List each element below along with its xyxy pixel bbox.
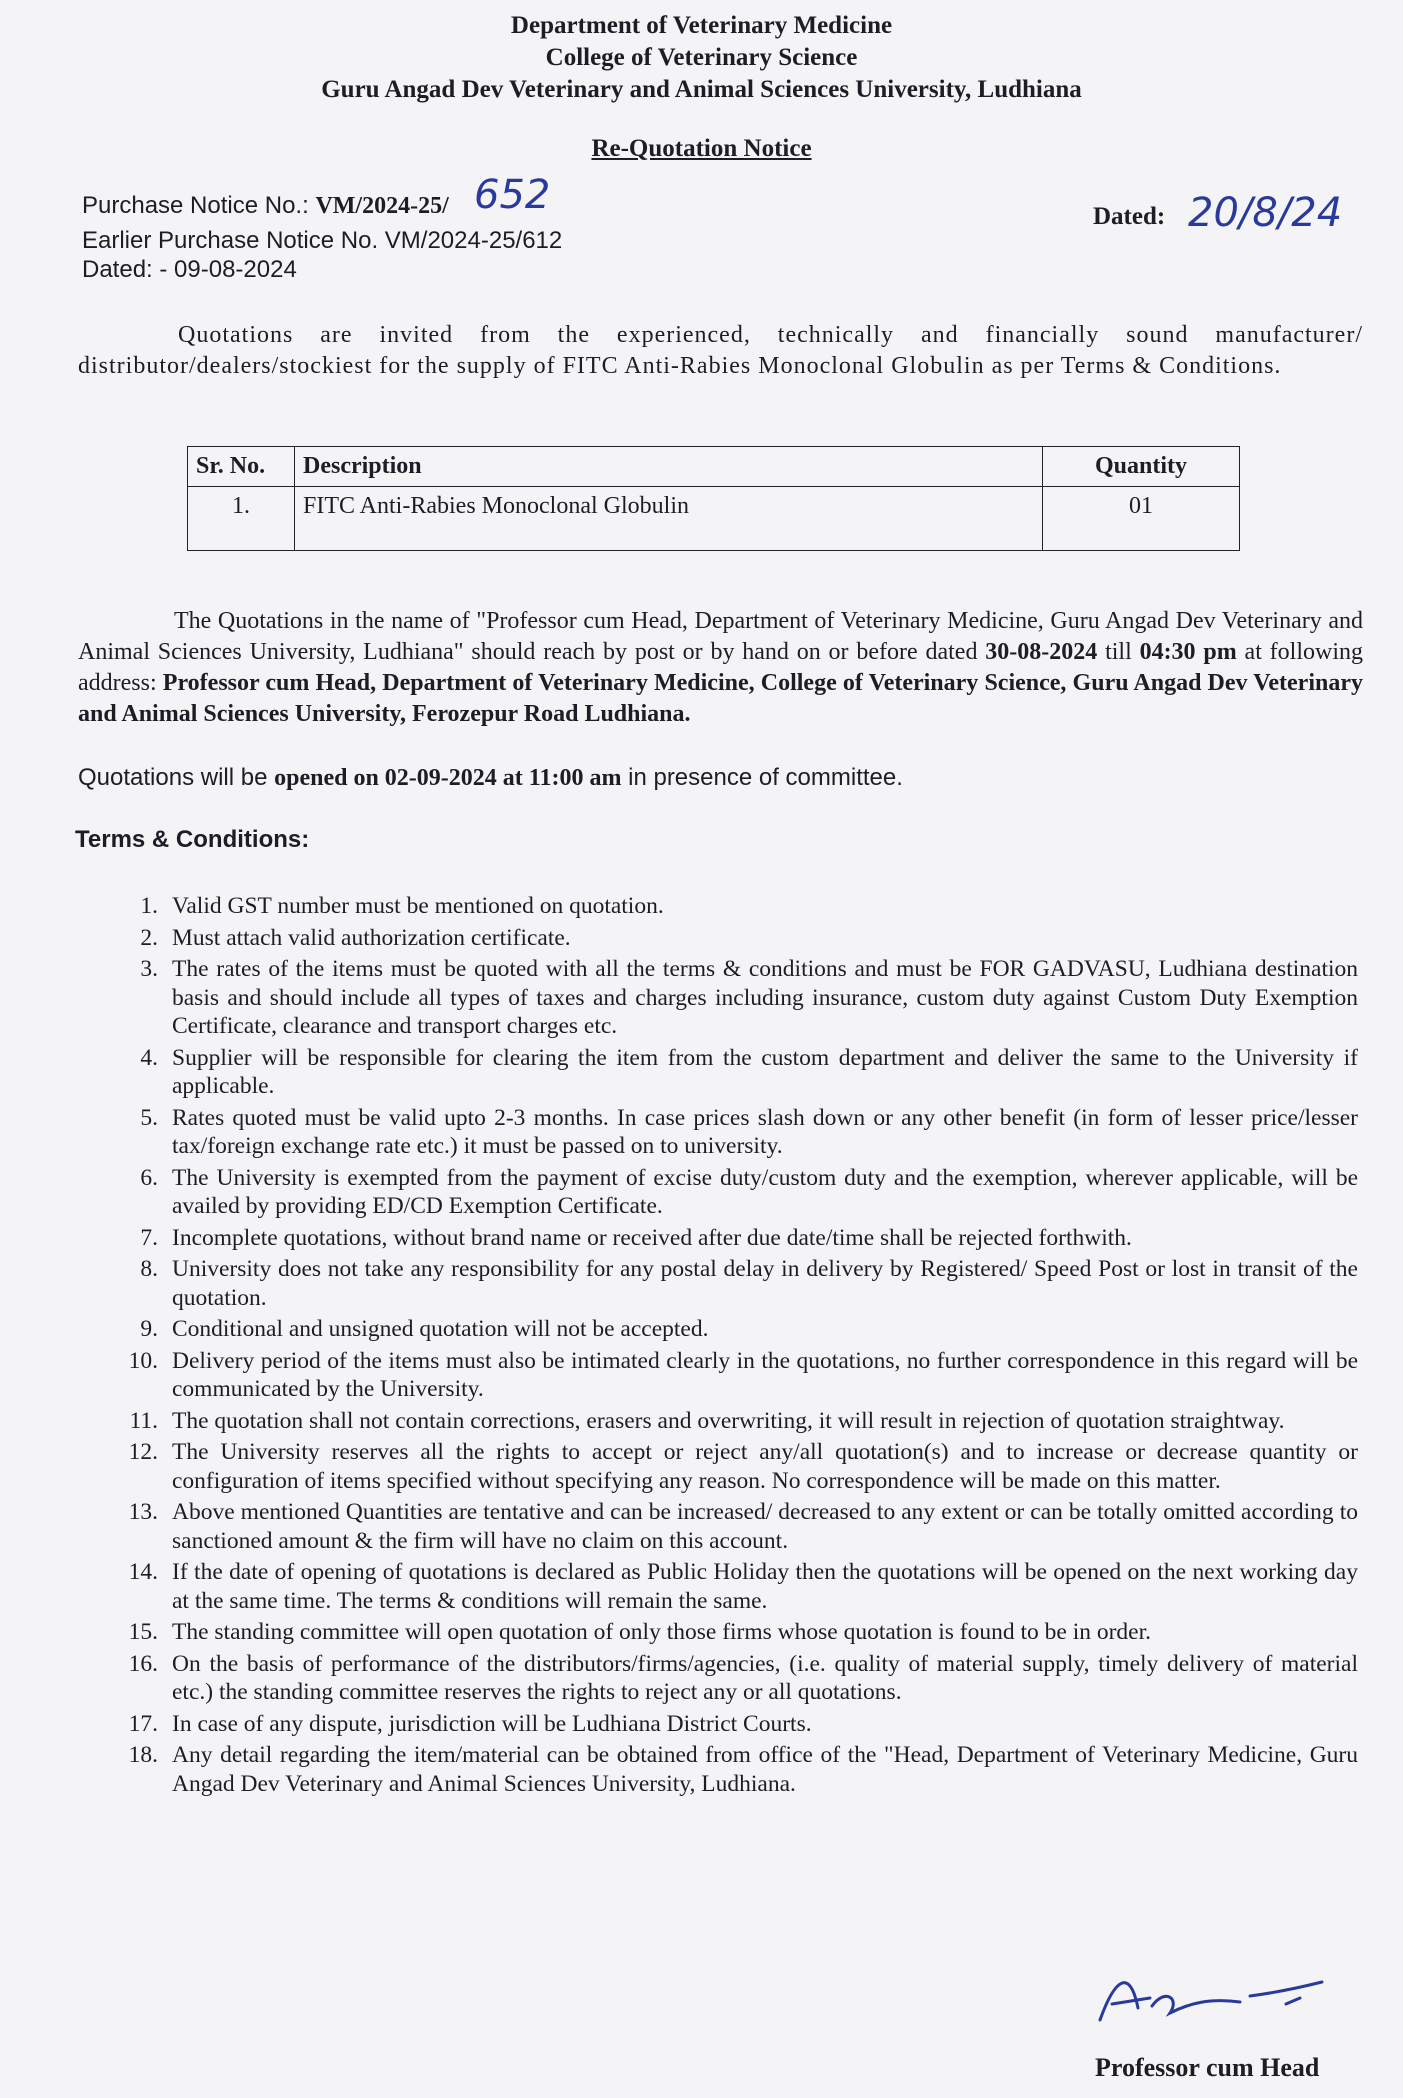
opening-datetime: opened on 02-09-2024 at 11:00 am xyxy=(274,765,622,791)
term-number: 4. xyxy=(140,1044,158,1071)
term-number: 5. xyxy=(140,1104,158,1131)
term-text: The quotation shall not contain corrections, erasers and overwriting, it will result in rejection of quotation straightway. xyxy=(172,1407,1285,1434)
term-text: If the date of opening of quotations is declared as Public Holiday then the quotations will be opened on the next working day at the same time. The terms & conditions will remain the same. xyxy=(172,1559,1358,1614)
term-text: Incomplete quotations, without brand name or received after due date/time shall be rejected forthwith. xyxy=(172,1224,1132,1251)
list-item xyxy=(108,1315,1358,1344)
opening-text-1: Quotations will be xyxy=(78,764,275,791)
opening-paragraph xyxy=(78,762,1363,794)
term-number: 18. xyxy=(128,1742,158,1768)
term-number: 11. xyxy=(129,1407,158,1434)
notice-title: Re-Quotation Notice xyxy=(591,135,812,162)
purchase-notice-label: Purchase Notice No.: xyxy=(82,192,316,219)
term-text: The standing committee will open quotation of only those firms whose quotation is found to be in order. xyxy=(172,1619,1152,1645)
earlier-notice-date: Dated: - 09-08-2024 xyxy=(82,256,297,283)
list-item xyxy=(108,1498,1358,1555)
handwritten-date: 20/8/24 xyxy=(1188,190,1343,236)
term-number: 16. xyxy=(128,1650,158,1677)
term-text: In case of any dispute, jurisdiction will be Ludhiana District Courts. xyxy=(172,1710,812,1737)
purchase-notice-line xyxy=(82,192,449,220)
list-item xyxy=(108,1618,1358,1647)
term-text: Valid GST number must be mentioned on quotation. xyxy=(172,893,664,919)
term-number: 6. xyxy=(140,1164,158,1191)
term-number: 17. xyxy=(128,1710,158,1737)
list-item xyxy=(108,1164,1358,1221)
term-number: 12. xyxy=(128,1439,158,1465)
terms-title: Terms & Conditions: xyxy=(75,826,310,853)
terms-list xyxy=(108,892,1358,1801)
term-text: Above mentioned Quantities are tentative and can be increased/ decreased to any extent or can be totally omitted according to sanctioned amount & the firm will have no claim on this account. xyxy=(172,1499,1358,1554)
intro-paragraph: Quotations are invited from the experienced, technically and financially sound manufacturer/ distributor/dealers/stockiest for the supply of FITC Anti-Rabies Monoclonal Globulin as per Terms & Conditions. xyxy=(78,322,1363,379)
row-quantity: 01 xyxy=(1043,487,1240,551)
submission-text-2: till xyxy=(1097,639,1140,665)
term-text: University does not take any responsibility for any postal delay in delivery by Registered/ Speed Post or lost in transit of the quotation. xyxy=(172,1256,1358,1311)
header-quantity: Quantity xyxy=(1043,447,1240,487)
term-text: Supplier will be responsible for clearing the item from the custom department and deliver the same to the University if applicable. xyxy=(172,1044,1358,1099)
row-description: FITC Anti-Rabies Monoclonal Globulin xyxy=(295,487,1043,551)
earlier-notice: Earlier Purchase Notice No. VM/2024-25/612 xyxy=(82,227,563,254)
submission-text-1: The Quotations in the name of "Professor cum Head, Department of Veterinary Medicine, Guru Angad Dev Veterinary and Animal Sciences University, Ludhiana" should reach by post or by hand on or before dated xyxy=(78,608,1363,665)
submission-paragraph xyxy=(78,606,1363,730)
list-item xyxy=(108,1104,1358,1161)
purchase-notice-number: VM/2024-25/ xyxy=(315,193,449,219)
list-item xyxy=(108,1347,1358,1404)
list-item xyxy=(108,1224,1358,1253)
term-number: 7. xyxy=(140,1224,158,1251)
table-row xyxy=(188,487,1240,551)
submission-text-3: at following address: xyxy=(78,639,1363,696)
term-text: The University is exempted from the payment of excise duty/custom duty and the exemption, wherever applicable, will be availed by providing ED/CD Exemption Certificate. xyxy=(172,1164,1358,1219)
row-sr-no: 1. xyxy=(188,487,295,551)
term-number: 8. xyxy=(140,1256,158,1282)
term-number: 2. xyxy=(140,924,158,951)
term-number: 3. xyxy=(140,956,158,982)
handwritten-notice-number: 652 xyxy=(474,172,551,218)
list-item xyxy=(108,955,1358,1041)
table-header-row xyxy=(188,447,1240,487)
list-item xyxy=(108,1255,1358,1312)
term-text: Any detail regarding the item/material can be obtained from office of the "Head, Department of Veterinary Medicine, Guru Angad Dev Veterinary and Animal Sciences University, Ludhiana. xyxy=(172,1742,1358,1797)
list-item xyxy=(108,1558,1358,1615)
term-number: 14. xyxy=(128,1559,158,1585)
term-text: On the basis of performance of the distributors/firms/agencies, (i.e. quality of material supply, timely delivery of material etc.) the standing committee reserves the rights to reject any or all quotations. xyxy=(172,1650,1358,1705)
college-name: College of Veterinary Science xyxy=(545,44,858,71)
list-item xyxy=(108,1438,1358,1495)
term-number: 13. xyxy=(128,1499,158,1525)
opening-text-2: in presence of committee. xyxy=(621,764,903,791)
dated-label: Dated: xyxy=(1093,203,1166,230)
signature-mark xyxy=(1090,1968,1350,2038)
term-text: Rates quoted must be valid upto 2-3 months. In case prices slash down or any other benefit (in form of lesser price/lesser tax/foreign exchange rate etc.) it must be passed on to university. xyxy=(172,1104,1358,1159)
list-item xyxy=(108,924,1358,953)
department-name: Department of Veterinary Medicine xyxy=(510,12,893,39)
term-number: 10. xyxy=(128,1347,158,1374)
term-text: The University reserves all the rights to accept or reject any/all quotation(s) and to increase or decrease quantity or configuration of items specified without specifying any reason. No correspondence will be made on this matter. xyxy=(172,1439,1358,1494)
term-number: 15. xyxy=(128,1619,158,1645)
term-text: Delivery period of the items must also be intimated clearly in the quotations, no further correspondence in this regard will be communicated by the University. xyxy=(172,1347,1358,1402)
list-item xyxy=(108,1710,1358,1739)
term-number: 9. xyxy=(140,1316,158,1342)
list-item xyxy=(108,1650,1358,1707)
list-item xyxy=(108,1407,1358,1436)
items-table xyxy=(187,446,1240,551)
term-number: 1. xyxy=(140,893,158,919)
list-item xyxy=(108,1741,1358,1798)
list-item xyxy=(108,892,1358,921)
header-description: Description xyxy=(295,447,1043,487)
term-text: Must attach valid authorization certificate. xyxy=(172,924,571,951)
term-text: The rates of the items must be quoted with all the terms & conditions and must be FOR GADVASU, Ludhiana destination basis and should include all types of taxes and charges including insurance, custom duty against Custom Duty Exemption Certificate, clearance and transport charges etc. xyxy=(172,956,1358,1039)
university-name: Guru Angad Dev Veterinary and Animal Sciences University, Ludhiana xyxy=(321,76,1082,103)
submission-address: Professor cum Head, Department of Veterinary Medicine, College of Veterinary Science, Guru Angad Dev Veterinary and Animal Sciences University, Ferozepur Road Ludhiana. xyxy=(78,670,1363,727)
submission-date: 30-08-2024 xyxy=(985,639,1098,665)
list-item xyxy=(108,1044,1358,1101)
submission-time: 04:30 pm xyxy=(1139,639,1237,665)
header-sr-no: Sr. No. xyxy=(188,447,295,487)
signatory-title: Professor cum Head xyxy=(1095,2053,1320,2082)
term-text: Conditional and unsigned quotation will not be accepted. xyxy=(172,1316,709,1342)
